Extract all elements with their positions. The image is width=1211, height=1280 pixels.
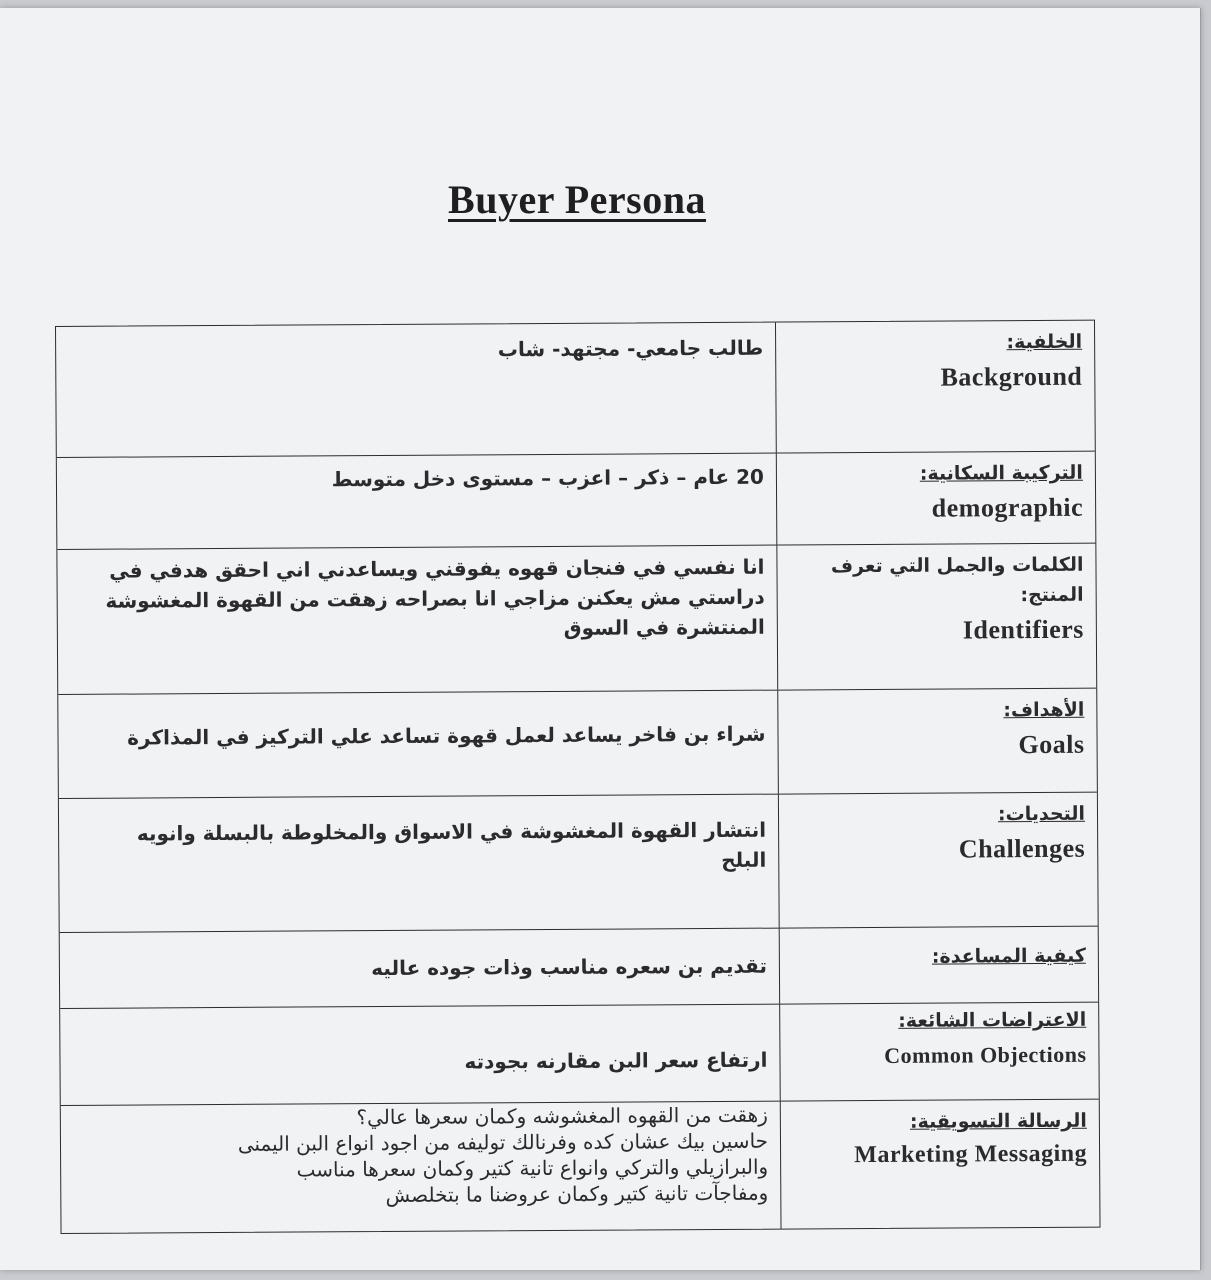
value-text: دراستي مش يعكنن مزاجي انا بصراحه زهقت من القهوة المغشوشة <box>105 584 765 613</box>
value-text: ارتفاع سعر البن مقارنه بجودته <box>464 1047 768 1074</box>
label-english: Goals <box>1018 729 1085 760</box>
label-cell <box>779 793 1098 928</box>
value-text: زهقت من القهوه المغشوشه وكمان سعرها عالي؟ <box>356 1102 768 1130</box>
label-arabic: التركيبة السكانية: <box>919 461 1083 485</box>
table-row <box>60 926 1098 1008</box>
value-cell <box>57 546 778 694</box>
label-english: Common Objections <box>884 1041 1087 1068</box>
label-cell <box>777 544 1096 690</box>
value-text: انا نفسي في فنجان قهوه يفوقني ويساعدني اني احقق هدفي في <box>109 554 765 583</box>
value-cell <box>57 454 778 549</box>
value-text: طالب جامعي- مجتهد- شاب <box>497 335 764 362</box>
label-cell <box>776 321 1095 453</box>
label-arabic: التحديات: <box>997 802 1086 826</box>
value-cell <box>60 929 780 1008</box>
persona-table <box>55 320 1101 1234</box>
table-row <box>58 688 1097 798</box>
value-text: انتشار القهوة المغشوشة في الاسواق والمخلوطة بالبسلة وانويه <box>136 817 767 846</box>
value-text: البلح <box>721 847 767 872</box>
label-english: Background <box>940 361 1083 392</box>
value-text: والبرازيلي والتركي وانواع تانية كتير وكمان سعرها مناسب <box>296 1154 769 1182</box>
label-cell <box>781 1100 1100 1229</box>
value-text: حاسين بيك عشان كده وفرنالك توليفه من اجود انواع البن اليمنى <box>237 1128 769 1156</box>
value-text: ومفاجآت تانية كتير وكمان عروضنا ما بتخلصش <box>385 1180 769 1207</box>
value-cell <box>61 1102 782 1233</box>
table-row <box>61 1099 1100 1233</box>
document-page <box>0 8 1201 1270</box>
label-arabic: كيفية المساعدة: <box>931 944 1086 968</box>
label-english: Challenges <box>958 833 1086 864</box>
page-title: Buyer Persona <box>448 177 706 222</box>
table-row <box>57 451 1096 549</box>
label-cell <box>778 689 1097 794</box>
value-cell <box>60 1005 781 1105</box>
value-text: 20 عام – ذكر – اعزب – مستوى دخل متوسط <box>331 464 765 492</box>
table-row <box>57 543 1096 694</box>
label-arabic: الاعتراضات الشائعة: <box>898 1008 1087 1032</box>
value-cell <box>58 691 779 798</box>
label-arabic: الخلفية: <box>1006 330 1083 354</box>
label-english: demographic <box>931 492 1084 523</box>
label-english: Marketing Messaging <box>854 1140 1088 1169</box>
value-cell <box>59 795 780 932</box>
value-text: تقديم بن سعره مناسب وذات جوده عاليه <box>371 953 767 981</box>
value-text: شراء بن فاخر يساعد لعمل قهوة تساعد علي التركيز في المذاكرة <box>127 721 766 750</box>
label-cell <box>780 1003 1099 1101</box>
label-arabic: الرسالة التسويقية: <box>909 1109 1087 1133</box>
label-arabic: الأهداف: <box>1003 698 1085 722</box>
value-text: المنتشرة في السوق <box>563 614 765 640</box>
label-english: Identifiers <box>962 614 1084 645</box>
table-row <box>59 792 1098 932</box>
label-arabic: الكلمات والجمل التي تعرف المنتج: <box>830 553 1084 607</box>
label-cell <box>777 452 1096 545</box>
label-cell <box>780 927 1098 1004</box>
table-row <box>56 321 1095 457</box>
table-row <box>60 1002 1099 1105</box>
value-cell <box>56 323 777 457</box>
